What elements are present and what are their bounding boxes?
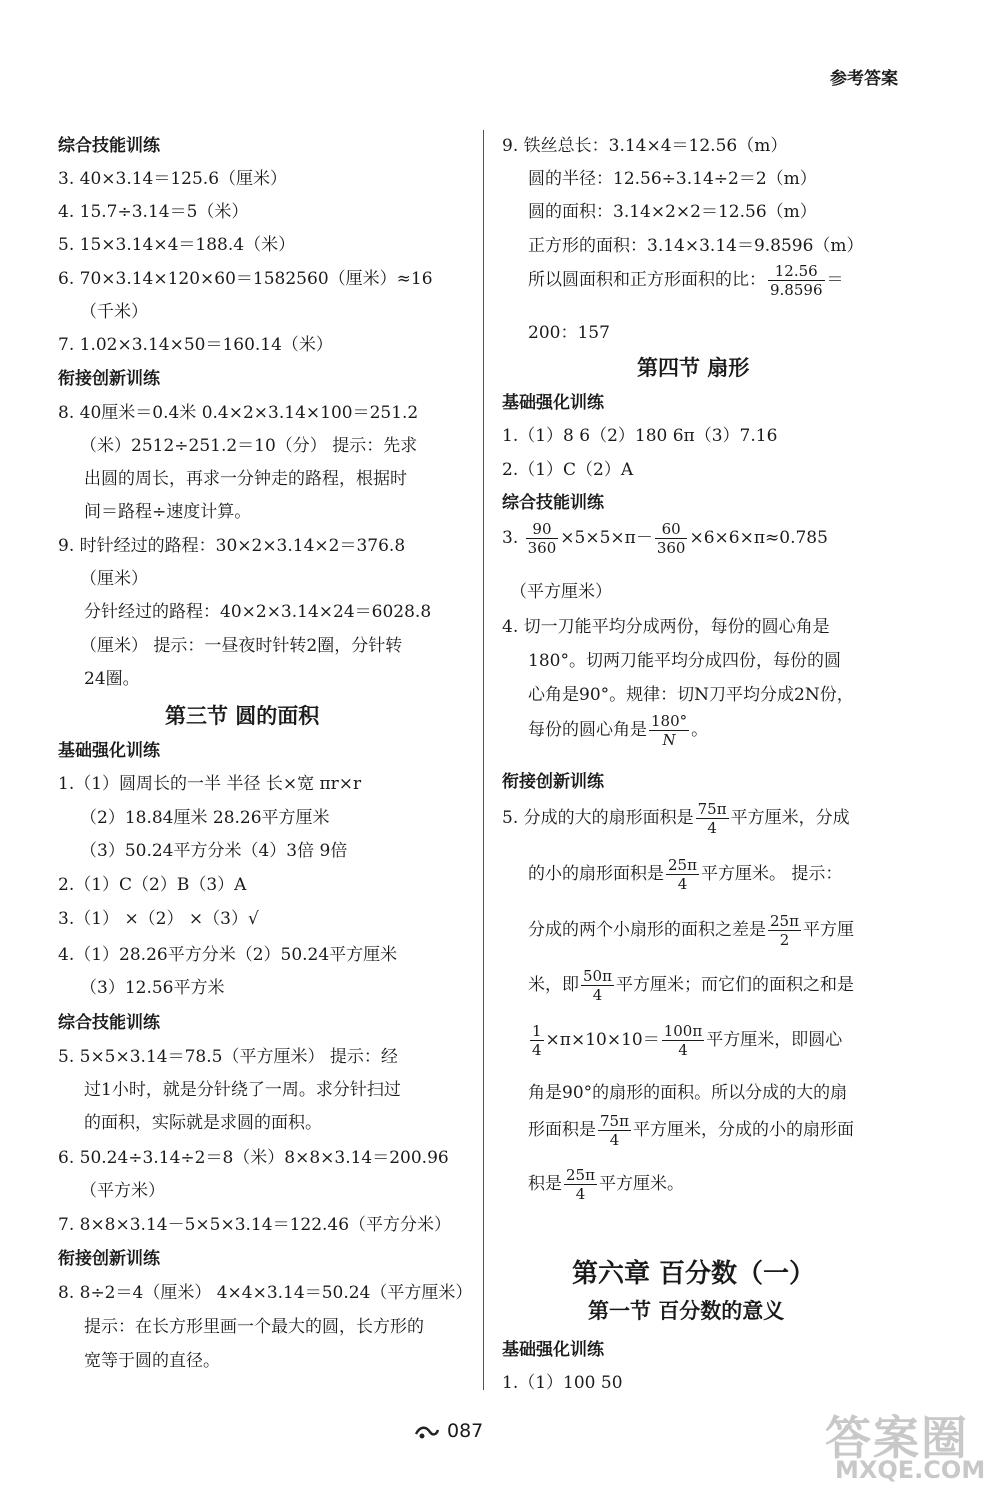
text: 所以圆面积和正方形面积的比： bbox=[528, 270, 766, 290]
denominator: 4 bbox=[678, 1041, 688, 1059]
answer-line: 6. 50.24÷3.14÷2＝8（米）8×8×3.14＝200.96 bbox=[58, 1148, 449, 1168]
numerator: 90 bbox=[526, 520, 559, 539]
section-heading: 基础强化训练 bbox=[502, 1340, 604, 1360]
text: 平方厘 bbox=[802, 920, 854, 940]
fraction bbox=[564, 1166, 597, 1203]
answer-line: 7. 1.02×3.14×50＝160.14（米） bbox=[58, 335, 333, 355]
answer-line: 5. 5×5×3.14＝78.5（平方厘米） 提示：经 bbox=[58, 1047, 398, 1067]
section-heading: 衔接创新训练 bbox=[58, 1249, 160, 1269]
answer-line: 8. 8÷2＝4（厘米） 4×4×3.14＝50.24（平方厘米） bbox=[58, 1283, 473, 1303]
denominator: 4 bbox=[677, 875, 688, 893]
answer-line-with-fraction bbox=[528, 712, 708, 749]
fraction bbox=[696, 800, 729, 837]
text: 3. bbox=[502, 528, 519, 548]
fraction bbox=[598, 1112, 631, 1149]
text: 。 bbox=[691, 720, 709, 740]
numerator: 50π bbox=[583, 967, 612, 985]
section-heading: 衔接创新训练 bbox=[58, 369, 160, 389]
fraction bbox=[666, 856, 699, 893]
answer-line-with-fraction bbox=[528, 1112, 854, 1149]
footer-logo-icon bbox=[414, 1422, 440, 1446]
answer-line-with-fraction bbox=[528, 856, 842, 893]
denominator: 9.8596 bbox=[770, 281, 823, 299]
numerator: 25π bbox=[566, 1166, 595, 1184]
fraction bbox=[662, 1022, 705, 1059]
denominator: 4 bbox=[609, 1131, 620, 1149]
denominator: 4 bbox=[575, 1185, 586, 1203]
answer-line-with-fraction bbox=[528, 1166, 684, 1203]
fraction bbox=[581, 967, 614, 1004]
answer-line: 1.（1）圆周长的一半 半径 长×宽 πr×r bbox=[58, 774, 362, 794]
section-title: 第一节 百分数的意义 bbox=[588, 1299, 785, 1323]
fraction bbox=[768, 262, 825, 299]
answer-line: 3. 40×3.14＝125.6（厘米） bbox=[58, 169, 288, 189]
text: ×π×10×10＝ bbox=[545, 1030, 660, 1050]
numerator: 75π bbox=[600, 1112, 629, 1130]
text: 5. 分成的大的扇形面积是 bbox=[502, 808, 694, 828]
answer-line: 的面积，实际就是求圆的面积。 bbox=[84, 1113, 322, 1133]
numerator: 25π bbox=[668, 856, 697, 874]
answer-line: 4.（1）28.26平方分米（2）50.24平方厘米 bbox=[58, 945, 398, 965]
text: 平方厘米。 bbox=[598, 1174, 684, 1194]
answer-line: （平方米） bbox=[80, 1181, 165, 1201]
answer-line: （千米） bbox=[80, 302, 148, 322]
fraction bbox=[526, 520, 559, 557]
answer-line: 8. 40厘米＝0.4米 0.4×2×3.14×100＝251.2 bbox=[58, 403, 419, 423]
section-title: 第四节 扇形 bbox=[637, 356, 750, 380]
fraction bbox=[530, 1022, 544, 1059]
denominator: 2 bbox=[779, 931, 790, 949]
answer-line: （3）12.56平方米 bbox=[80, 978, 225, 998]
answer-line: 提示：在长方形里画一个最大的圆，长方形的 bbox=[84, 1317, 424, 1337]
answer-line: 分针经过的路程：40×2×3.14×24＝6028.8 bbox=[84, 602, 432, 622]
denominator: 360 bbox=[656, 539, 686, 557]
denominator: N bbox=[662, 731, 676, 749]
page-number: 087 bbox=[447, 1420, 484, 1442]
answer-line: 9. 时针经过的路程：30×2×3.14×2＝376.8 bbox=[58, 536, 406, 556]
column-divider bbox=[483, 130, 484, 1390]
answer-line-with-fraction bbox=[528, 912, 854, 949]
answer-line: 24圈。 bbox=[84, 669, 140, 689]
answer-line: （3）50.24平方分米（4）3倍 9倍 bbox=[80, 841, 348, 861]
answer-line-with-fraction bbox=[502, 800, 850, 837]
answer-line: 出圆的周长，再求一分钟走的路程，根据时 bbox=[84, 469, 407, 489]
answer-line: （米）2512÷251.2＝10（分） 提示：先求 bbox=[80, 436, 418, 456]
answer-line: 4. 切一刀能平均分成两份，每份的圆心角是 bbox=[502, 617, 830, 637]
answer-line: 7. 8×8×3.14－5×5×3.14＝122.46（平方分米） bbox=[58, 1215, 452, 1235]
numerator: 60 bbox=[655, 520, 688, 539]
text: ×6×6×π≈0.785 bbox=[689, 528, 828, 548]
section-heading: 基础强化训练 bbox=[502, 393, 604, 413]
answer-line: 过1小时，就是分针绕了一周。求分针扫过 bbox=[84, 1080, 401, 1100]
answer-line: （厘米） 提示：一昼夜时针转2圈，分针转 bbox=[80, 636, 403, 656]
denominator: 4 bbox=[707, 819, 717, 837]
answer-line: 180°。切两刀能平均分成四份，每份的圆 bbox=[528, 651, 841, 671]
numerator: 180° bbox=[651, 712, 688, 730]
answer-line: 宽等于圆的直径。 bbox=[84, 1351, 220, 1371]
text: 平方厘米，分成 bbox=[730, 808, 850, 828]
answer-line: 2.（1）C（2）B（3）A bbox=[58, 875, 247, 895]
answer-line: 4. 15.7÷3.14＝5（米） bbox=[58, 202, 249, 222]
chapter-title: 第六章 百分数（一） bbox=[572, 1259, 816, 1289]
answer-line-with-fraction bbox=[528, 967, 854, 1004]
text: 的小的扇形面积是 bbox=[528, 864, 664, 884]
answer-line: （厘米） bbox=[80, 569, 148, 589]
answer-line: 正方形的面积：3.14×3.14＝9.8596（m） bbox=[528, 236, 864, 256]
denominator: 360 bbox=[527, 539, 557, 557]
denominator: 4 bbox=[532, 1041, 542, 1059]
text: 米，即 bbox=[528, 975, 579, 995]
fraction bbox=[768, 912, 801, 949]
section-heading: 基础强化训练 bbox=[58, 741, 160, 761]
section-heading: 衔接创新训练 bbox=[502, 772, 604, 792]
section-title: 第三节 圆的面积 bbox=[165, 704, 320, 728]
numerator: 100π bbox=[663, 1022, 703, 1040]
fraction bbox=[649, 712, 689, 749]
text: 分成的两个小扇形的面积之差是 bbox=[528, 920, 766, 940]
answer-line: 心角是90°。规律：切N刀平均分成2N份， bbox=[528, 685, 854, 705]
fraction bbox=[655, 520, 688, 557]
answer-line: 角是90°的扇形的面积。所以分成的大的扇 bbox=[528, 1083, 848, 1103]
text: 平方厘米。 提示： bbox=[700, 864, 843, 884]
section-heading: 综合技能训练 bbox=[502, 493, 604, 513]
text: ×5×5×π－ bbox=[560, 528, 653, 548]
numerator: 12.56 bbox=[768, 262, 825, 281]
section-heading: 综合技能训练 bbox=[58, 1013, 160, 1033]
watermark-logo: 答案圈 bbox=[825, 1411, 969, 1465]
answer-line: 200：157 bbox=[528, 323, 610, 343]
page-header-title: 参考答案 bbox=[830, 69, 898, 89]
answer-line-with-fraction bbox=[528, 1022, 842, 1059]
text: 平方厘米，分成的小的扇形面 bbox=[632, 1120, 854, 1140]
answer-line: （平方厘米） bbox=[510, 582, 612, 602]
answer-line: 5. 15×3.14×4＝188.4（米） bbox=[58, 235, 296, 255]
text: ＝ bbox=[826, 270, 844, 290]
section-heading: 综合技能训练 bbox=[58, 136, 160, 156]
answer-line: 1.（1）8 6（2）180 6π（3）7.16 bbox=[502, 426, 778, 446]
answer-line-with-fraction bbox=[528, 262, 844, 299]
numerator: 75π bbox=[697, 800, 727, 818]
watermark-url: MXQE.COM bbox=[835, 1456, 986, 1484]
answer-line: 6. 70×3.14×120×60＝1582560（厘米）≈16 bbox=[58, 269, 433, 289]
answer-line: 1.（1）100 50 bbox=[502, 1373, 623, 1393]
text: 积是 bbox=[528, 1174, 562, 1194]
text: 平方厘米，即圆心 bbox=[706, 1030, 843, 1050]
denominator: 4 bbox=[592, 986, 603, 1004]
answer-line-with-fraction bbox=[502, 520, 828, 557]
text: 每份的圆心角是 bbox=[528, 720, 647, 740]
numerator: 25π bbox=[770, 912, 799, 930]
answer-line: （2）18.84厘米 28.26平方厘米 bbox=[80, 808, 330, 828]
answer-line: 圆的半径：12.56÷3.14÷2＝2（m） bbox=[528, 169, 817, 189]
text: 平方厘米；而它们的面积之和是 bbox=[615, 975, 854, 995]
text: 形面积是 bbox=[528, 1120, 596, 1140]
answer-line: 圆的面积：3.14×2×2＝12.56（m） bbox=[528, 202, 817, 222]
answer-line: 间＝路程÷速度计算。 bbox=[84, 502, 252, 522]
answer-line: 2.（1）C（2）A bbox=[502, 460, 634, 480]
numerator: 1 bbox=[532, 1022, 542, 1040]
answer-line: 3.（1） ×（2） ×（3）√ bbox=[58, 909, 259, 929]
answer-line: 9. 铁丝总长：3.14×4＝12.56（m） bbox=[502, 136, 788, 156]
